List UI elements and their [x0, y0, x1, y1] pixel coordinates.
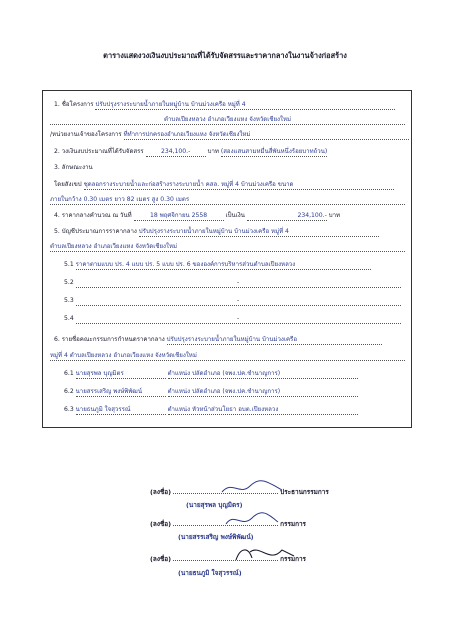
project-location-row: [50, 116, 405, 125]
member-position: ตำแหน่ง ปลัดอำเภอ (จพง.ปค.ชำนาญการ): [168, 388, 358, 397]
committee-member-row: [64, 406, 358, 415]
median-price-row: [54, 212, 340, 221]
handwritten-signature-chair: [218, 478, 288, 498]
work-dimensions-row: [50, 196, 405, 205]
estimate-label: 5. บัญชีประมาณการราคากลาง: [54, 228, 137, 235]
estimate-sub-label: 5.1: [64, 261, 74, 268]
estimate-value: ปรับปรุงรางระบายน้ำภายในหมู่บ้าน บ้านม่วงเครือ หมู่ที่ 4: [139, 228, 379, 237]
budget-row: [54, 148, 327, 157]
signature-role: กรรมการ: [280, 520, 306, 528]
median-price-mid: เป็นเงิน: [225, 212, 245, 219]
budget-words: (สองแสนสามหมื่นสี่พันหนึ่งร้อยบาทถ้วน): [220, 148, 328, 155]
member-name: นายธนภูมิ ใจสุวรรณ์: [76, 406, 166, 415]
handwritten-signature-member1: [222, 508, 282, 530]
member-name: นายสรรเสริญ พงษ์พิพัฒน์: [76, 388, 166, 397]
member-name: นายสุรพล บุญมิตร: [76, 370, 166, 379]
committee-label: 6. รายชื่อคณะกรรมการกำหนดราคากลาง: [54, 336, 165, 343]
committee-row: [54, 336, 382, 345]
signature-name-member2: [178, 569, 242, 578]
estimate-sub-label: 5.4: [64, 315, 74, 322]
estimate-location-row: [50, 243, 405, 252]
median-price-unit: บาท: [328, 212, 341, 219]
committee-location-row: [50, 352, 405, 361]
estimate-sub-row: [64, 297, 401, 306]
agency-label: /หน่วยงานเจ้าของโครงการ: [50, 131, 122, 138]
work-desc-row: [54, 181, 394, 190]
member-position: ตำแหน่ง ปลัดอำเภอ (จพง.ปค.ชำนาญการ): [168, 370, 358, 379]
estimate-sub-label: 5.2: [64, 279, 74, 286]
sign-label: (ลงชื่อ): [150, 555, 172, 563]
sign-label: (ลงชื่อ): [150, 488, 172, 496]
budget-unit: บาท: [207, 148, 219, 155]
budget-value: 234,100.-: [146, 148, 206, 157]
signature-role: กรรมการ: [280, 555, 306, 563]
member-number: 6.2: [64, 388, 74, 395]
project-name-row: [54, 101, 395, 110]
median-price-label: 4. ราคากลางคำนวณ ณ วันที่: [54, 212, 132, 219]
estimate-sub-label: 5.3: [64, 297, 74, 304]
work-type-label: 3. ลักษณะงาน: [54, 164, 93, 171]
signature-role: ประธานกรรมการ: [280, 488, 329, 496]
estimate-row: [54, 228, 379, 237]
agency-row: [50, 131, 409, 140]
estimate-sub-value: ราคาตามแบบ ปร. 4 แบบ ปร. 5 แบบ ปร. 6 ขององค์การบริหารส่วนตำบลเปียงหลวง: [76, 261, 371, 270]
sign-label: (ลงชื่อ): [150, 520, 172, 528]
estimate-location-value: ตำบลเปียงหลวง อำเภอเวียงแหง จังหวัดเชียงใหม่: [50, 243, 405, 252]
committee-member-row: [64, 388, 358, 397]
estimate-sub-value: -: [76, 297, 401, 306]
agency-value: ที่ทำการปกครองอำเภอเวียงแหง จังหวัดเชียงใหม่: [124, 131, 409, 140]
project-location-value: ตำบลเปียงหลวง อำเภอเวียงแหง จังหวัดเชียงใหม่: [50, 116, 405, 125]
estimate-sub-row: [64, 315, 401, 324]
estimate-sub-value: -: [76, 315, 401, 324]
signer-name: (นายสรรเสริญ พงษ์พิพัฒน์): [178, 533, 254, 541]
project-name-label: 1. ชื่อโครงการ: [54, 101, 94, 108]
committee-member-row: [64, 370, 358, 379]
member-number: 6.1: [64, 370, 74, 377]
work-desc-value: ชุดลอกรางระบายน้ำและก่อสร้างรางระบายน้ำ คสล. หมู่ที่ 4 บ้านม่วงเครือ ขนาด: [84, 181, 394, 190]
committee-location-value: หมู่ที่ 4 ตำบลเปียงหลวง อำเภอเวียงแหง จังหวัดเชียงใหม่: [50, 352, 405, 361]
handwritten-signature-member2: [230, 542, 300, 566]
project-name-value: ปรับปรุงรางระบายน้ำภายในหมู่บ้าน บ้านม่วงเครือ หมู่ที่ 4: [95, 101, 395, 110]
budget-label: 2. วงเงินงบประมาณที่ได้รับจัดสรร: [54, 148, 144, 155]
median-price-date: 18 พฤศจิกายน 2558: [134, 212, 224, 221]
work-dimensions-value: ภายในกว้าง 0.30 เมตร ยาว 82 เมตร สูง 0.30 เมตร: [50, 196, 405, 205]
document-title: ตารางแสดงวงเงินงบประมาณที่ได้รับจัดสรรและราคากลางในงานจ้างก่อสร้าง: [103, 51, 347, 60]
signature-name-member1: [178, 533, 254, 542]
signer-name: (นายสุรพล บุญมิตร): [186, 501, 243, 509]
signer-name: (นายธนภูมิ ใจสุวรรณ์): [178, 569, 242, 577]
estimate-sub-value: -: [76, 279, 401, 288]
estimate-sub-row: [64, 261, 371, 270]
work-desc-prefix: โดยสังเขป: [54, 181, 82, 188]
committee-value: ปรับปรุงรางระบายน้ำภายในหมู่บ้าน บ้านม่วงเครือ: [167, 336, 382, 345]
member-number: 6.3: [64, 406, 74, 413]
median-price-value: 234,100.-: [247, 212, 327, 221]
member-position: ตำแหน่ง หัวหน้าส่วนโยธา อบต.เปียงหลวง: [168, 406, 358, 415]
estimate-sub-row: [64, 279, 401, 288]
